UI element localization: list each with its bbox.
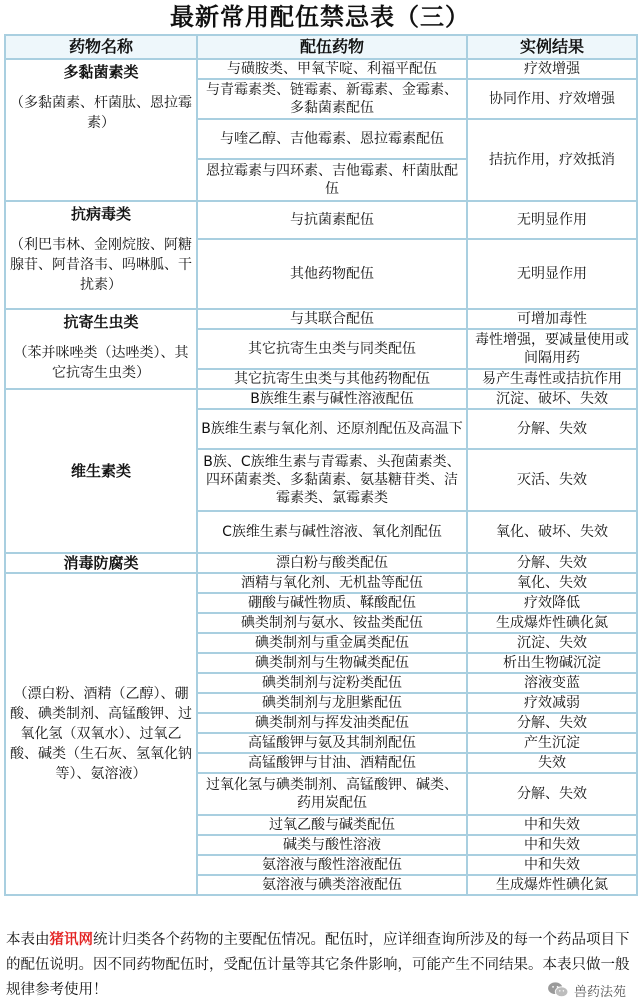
result-cell: 无明显作用 xyxy=(467,239,637,309)
result-cell: 中和失效 xyxy=(467,835,637,855)
header-result: 实例结果 xyxy=(467,35,637,59)
drug-cell: 与磺胺类、甲氧苄啶、利福平配伍 xyxy=(197,59,467,79)
drug-cell: 其他药物配伍 xyxy=(197,239,467,309)
category-name: 多黏菌素类 xyxy=(63,63,139,81)
category-members-cell xyxy=(5,573,197,895)
drug-cell: 与青霉素类、链霉素、新霉素、金霉素、多黏菌素配伍 xyxy=(197,79,467,119)
category-cell xyxy=(5,309,197,389)
result-cell: 分解、失效 xyxy=(467,553,637,573)
result-cell: 中和失效 xyxy=(467,815,637,835)
watermark xyxy=(543,978,630,1002)
category-cell xyxy=(5,553,197,573)
header-drug-name: 药物名称 xyxy=(5,35,197,59)
drug-cell: B族维生素与氧化剂、还原剂配伍及高温下 xyxy=(197,409,467,449)
wechat-icon xyxy=(547,981,569,999)
compatibility-table xyxy=(4,34,638,896)
drug-cell: 碱类与酸性溶液 xyxy=(197,835,467,855)
category-cell xyxy=(5,59,197,201)
table-row xyxy=(5,59,637,79)
footer-prefix: 本表由 xyxy=(6,932,50,948)
result-cell: 析出生物碱沉淀 xyxy=(467,653,637,673)
drug-cell: 碘类制剂与重金属类配伍 xyxy=(197,633,467,653)
drug-cell: 硼酸与碱性物质、鞣酸配伍 xyxy=(197,593,467,613)
footer-text: 统计归类各个药物的主要配伍情况。配伍时，应详细查询所涉及的每一个药品项目下的配伍说明。因不同药物配伍时，受配伍计量等其它条件影响，可能产生不同结果。本表只做一般规律参考使用！ xyxy=(6,932,630,998)
watermark-text: 兽药法苑 xyxy=(573,984,626,1000)
drug-cell: 与抗菌素配伍 xyxy=(197,201,467,239)
table-row xyxy=(5,201,637,239)
drug-cell: 与喹乙醇、吉他霉素、恩拉霉素配伍 xyxy=(197,119,467,159)
drug-cell: 其它抗寄生虫类与同类配伍 xyxy=(197,329,467,369)
drug-cell: 氨溶液与酸性溶液配伍 xyxy=(197,855,467,875)
category-name: 维生素类 xyxy=(70,462,131,480)
drug-cell: 碘类制剂与挥发油类配伍 xyxy=(197,713,467,733)
drug-cell: 恩拉霉素与四环素、吉他霉素、杆菌肽配伍 xyxy=(197,159,467,201)
result-cell: 疗效减弱 xyxy=(467,693,637,713)
category-members: （多黏菌素、杆菌肽、恩拉霉素） xyxy=(10,95,192,131)
drug-cell: 漂白粉与酸类配伍 xyxy=(197,553,467,573)
result-cell: 疗效增强 xyxy=(467,59,637,79)
table-row xyxy=(5,573,637,593)
result-cell: 沉淀、破坏、失效 xyxy=(467,389,637,409)
drug-cell: 与其联合配伍 xyxy=(197,309,467,329)
drug-cell: 过氧化氢与碘类制剂、高锰酸钾、碱类、药用炭配伍 xyxy=(197,773,467,815)
table-row xyxy=(5,553,637,573)
result-cell: 拮抗作用，疗效抵消 xyxy=(467,119,637,201)
category-cell xyxy=(5,389,197,553)
drug-cell: 氨溶液与碘类溶液配伍 xyxy=(197,875,467,895)
drug-cell: 过氧乙酸与碱类配伍 xyxy=(197,815,467,835)
drug-cell: 碘类制剂与淀粉类配伍 xyxy=(197,673,467,693)
drug-cell: 碘类制剂与氨水、铵盐类配伍 xyxy=(197,613,467,633)
page-title: 最新常用配伍禁忌表（三） xyxy=(170,3,470,31)
result-cell: 中和失效 xyxy=(467,855,637,875)
result-cell: 灭活、失效 xyxy=(467,449,637,511)
drug-cell: 碘类制剂与生物碱类配伍 xyxy=(197,653,467,673)
result-cell: 氧化、破坏、失效 xyxy=(467,511,637,553)
table-header-row xyxy=(5,35,637,59)
result-cell: 分解、失效 xyxy=(467,713,637,733)
result-cell: 生成爆炸性碘化氮 xyxy=(467,613,637,633)
result-cell: 疗效降低 xyxy=(467,593,637,613)
result-cell: 毒性增强，要减量使用或间隔用药 xyxy=(467,329,637,369)
result-cell: 分解、失效 xyxy=(467,773,637,815)
category-name: 抗病毒类 xyxy=(70,205,131,223)
header-compatible-drug: 配伍药物 xyxy=(197,35,467,59)
category-members: （苯并咪唑类（达唑类）、其它抗寄生虫类） xyxy=(13,345,189,381)
result-cell: 氧化、失效 xyxy=(467,573,637,593)
drug-cell: B族维生素与碱性溶液配伍 xyxy=(197,389,467,409)
drug-cell: B族、C族维生素与青霉素、头孢菌素类、四环菌素类、多黏菌素、氨基糖苷类、洁霉素类、氯霉素类 xyxy=(197,449,467,511)
result-cell: 生成爆炸性碘化氮 xyxy=(467,875,637,895)
category-name: 消毒防腐类 xyxy=(63,554,139,572)
category-members: （利巴韦林、金刚烷胺、阿糖腺苷、阿昔洛韦、吗啉胍、干扰素） xyxy=(10,237,192,293)
result-cell: 易产生毒性或拮抗作用 xyxy=(467,369,637,389)
brand-name: 猪讯网 xyxy=(49,932,93,948)
drug-cell: 高锰酸钾与甘油、酒精配伍 xyxy=(197,753,467,773)
table-row xyxy=(5,389,637,409)
category-cell xyxy=(5,201,197,309)
drug-cell: C族维生素与碱性溶液、氧化剂配伍 xyxy=(197,511,467,553)
drug-cell: 酒精与氧化剂、无机盐等配伍 xyxy=(197,573,467,593)
result-cell: 失效 xyxy=(467,753,637,773)
category-name: 抗寄生虫类 xyxy=(63,313,139,331)
result-cell: 沉淀、失效 xyxy=(467,633,637,653)
drug-cell: 其它抗寄生虫类与其他药物配伍 xyxy=(197,369,467,389)
result-cell: 溶液变蓝 xyxy=(467,673,637,693)
result-cell: 协同作用、疗效增强 xyxy=(467,79,637,119)
result-cell: 分解、失效 xyxy=(467,409,637,449)
drug-cell: 碘类制剂与龙胆紫配伍 xyxy=(197,693,467,713)
category-members: （漂白粉、酒精（乙醇）、硼酸、碘类制剂、高锰酸钾、过氧化氢（双氧水）、过氧乙酸、碱类（生石灰、氢氧化钠等）、氨溶液） xyxy=(10,686,192,782)
drug-cell: 高锰酸钾与氨及其制剂配伍 xyxy=(197,733,467,753)
result-cell: 可增加毒性 xyxy=(467,309,637,329)
result-cell: 无明显作用 xyxy=(467,201,637,239)
table-row xyxy=(5,309,637,329)
result-cell: 产生沉淀 xyxy=(467,733,637,753)
